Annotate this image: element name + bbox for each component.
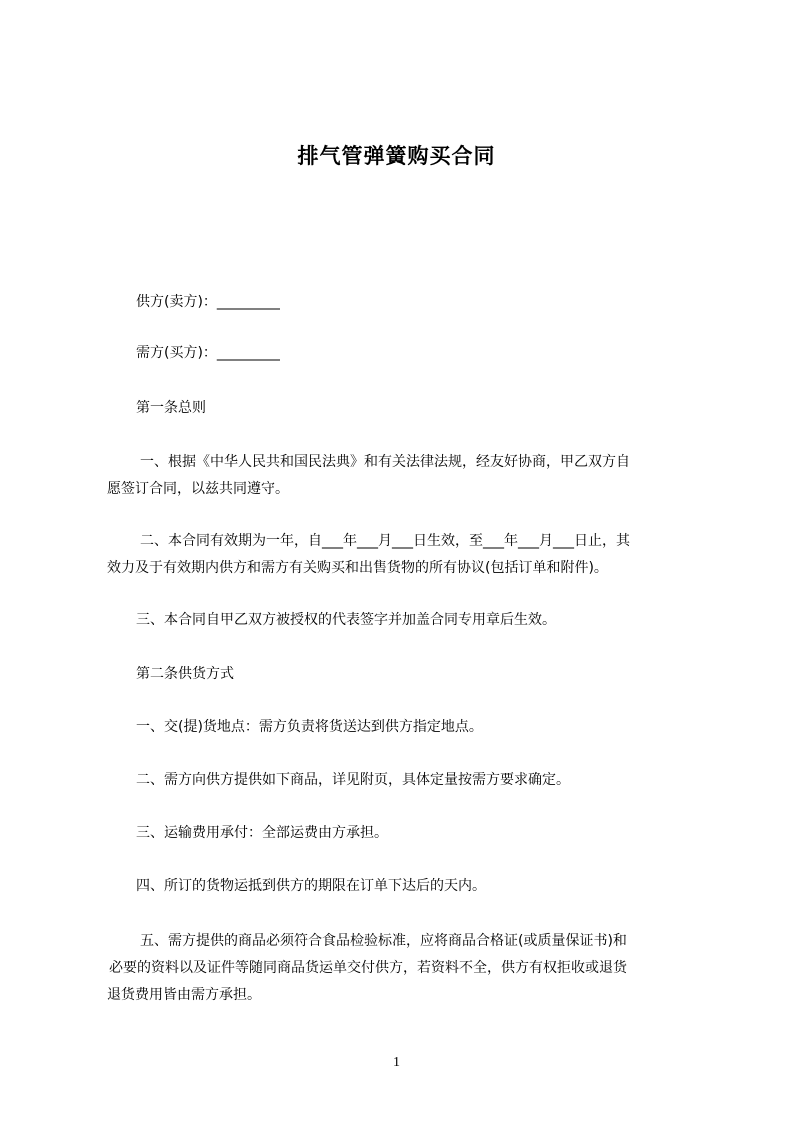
clause-line: 一、根据《中华人民共和国民法典》和有关法律法规，经友好协商，甲乙双方自 — [140, 454, 630, 470]
article-1-heading: 第一条总则 — [136, 400, 206, 416]
clause-line: 效力及于有效期内供方和需方有关购买和出售货物的所有协议(包括订单和附件)。 — [107, 560, 608, 576]
clause-line: 必要的资料以及证件等随同商品货运单交付供方，若资料不全，供方有权拒收或退货 — [109, 960, 627, 976]
article-2-clause-5 — [107, 928, 703, 1009]
article-2-clause-2: 二、需方向供方提供如下商品，详见附页，具体定量按需方要求确定。 — [136, 772, 570, 788]
article-1-clause-3: 三、本合同自甲乙双方被授权的代表签字并加盖合同专用章后生效。 — [136, 612, 556, 628]
clause-line: 愿签订合同，以兹共同遵守。 — [107, 481, 289, 497]
article-2-heading: 第二条供货方式 — [136, 666, 234, 682]
article-1-clause-2 — [107, 528, 703, 582]
supplier-line: 供方(卖方)：_________ — [136, 294, 280, 310]
clause-line: 二、本合同有效期为一年，自___年___月___日生效，至___年___月___日止，其 — [140, 533, 630, 549]
page-number: 1 — [393, 1055, 400, 1070]
article-2-clause-3: 三、运输费用承付：全部运费由方承担。 — [136, 825, 388, 841]
buyer-line: 需方(买方)：_________ — [136, 345, 280, 361]
clause-line: 退货费用皆由需方承担。 — [107, 987, 261, 1003]
article-1-clause-1 — [107, 449, 703, 503]
article-2-clause-1: 一、交(提)货地点：需方负责将货送达到供方指定地点。 — [136, 719, 483, 735]
clause-line: 五、需方提供的商品必须符合食品检验标准，应将商品合格证(或质量保证书)和 — [140, 933, 627, 949]
article-2-clause-4: 四、所订的货物运抵到供方的期限在订单下达后的天内。 — [136, 878, 486, 894]
document-title: 排气管弹簧购买合同 — [297, 144, 496, 168]
